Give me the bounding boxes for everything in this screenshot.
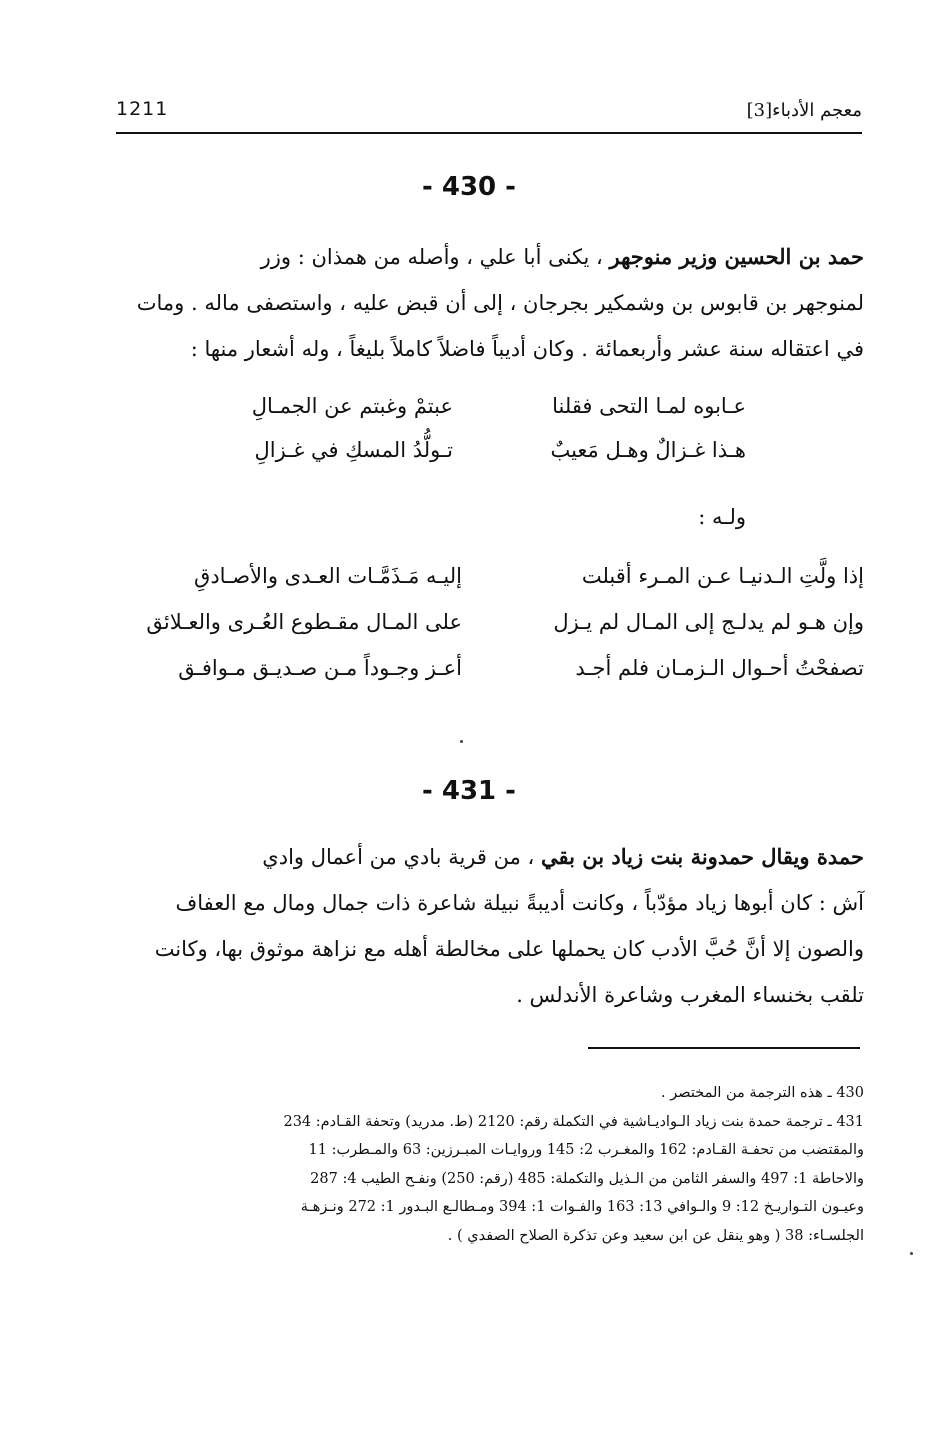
verse-4-second-hemistich: على المـال مقـطوع العُـرى والعـلائق [146,610,462,634]
footnote-431-line-5: الجلسـاء: 38 ( وهو ينقل عن ابن سعيد وعن تذكرة الصلاح الصفدي ) . [447,1227,864,1244]
scan-speck [910,1252,913,1255]
entry-431-text-1: ، من قرية بادي من أعمال وادي [262,845,535,869]
entry-430-line-3: في اعتقاله سنة عشر وأربعمائة . وكان أديباً فاضلاً كاملاً بليغاً ، وله أشعار منها : [190,337,864,361]
footnote-431-line-4: وعيـون التـواريـخ 12: 9 والـوافي 13: 163 والفـوات 1: 394 ومـطالـع البـدور 1: 272 ونـزهـة [300,1199,864,1215]
verse-1-first-hemistich: عـابوه لمـا التحى فقلنا [552,394,746,418]
verse-2-second-hemistich: تـولُّدُ المسكِ في غـزالِ [254,438,453,462]
verse-5-first-hemistich: تصفحْتُ أحـوال الـزمـان فلم أجـد [575,656,864,680]
scan-speck [460,740,463,743]
verse-5-second-hemistich: أعـز وجـوداً مـن صـديـق مـوافـق [178,656,462,680]
footnote-431-line-3: والاحاطة 1: 497 والسفر الثامن من الـذيل والتكملة: 485 (رقم: 250) ونفـح الطيب 4: 287 [310,1170,864,1187]
page-number: 1211 [116,98,169,120]
footnote-430: 430 ـ هذه الترجمة من المختصر . [661,1085,864,1101]
entry-431-body [112,834,864,1018]
footnote-rule [588,1047,860,1049]
verse-2-first-hemistich: هـذا غـزالٌ وهـل مَعيبٌ [550,438,746,462]
header-rule [116,132,862,134]
verse-3-second-hemistich: إليـه مَـذَمَّـات العـدى والأصـادقِ [194,564,462,588]
entry-number-430: - 430 - [422,172,516,202]
footnote-431-line-1: 431 ـ ترجمة حمدة بنت زياد الـواديـاشية في التكملة رقم: 2120 (ط. مدريد) وتحفة القـادم: 234 [283,1113,864,1130]
entry-431-line-3: والصون إلا أنَّ حُبَّ الأدب كان يحملها على مخالطة أهله مع نزاهة موثوق بها، وكانت [154,937,864,961]
verse-1-second-hemistich: عبتمْ وغبتم عن الجمـالِ [251,394,453,418]
entry-number-431: - 431 - [422,776,516,806]
running-title: معجم الأدباء[3] [746,100,862,121]
footnote-431-line-2: والمقتضب من تحفـة القـادم: 162 والمغـرب 2: 145 وروايـات المبـرزين: 63 والمـطرب: 11 [308,1142,864,1158]
entry-430-text-1: ، يكنى أبا علي ، وأصله من همذان : وزر [260,245,603,269]
entry-430-line-2: لمنوجهر بن قابوس بن وشمكير بجرجان ، إلى أن قبض عليه ، واستصفى ماله . ومات [136,291,864,315]
entry-430-line-1 [112,234,864,280]
footnotes [112,1079,864,1250]
entry-431-line-1 [112,834,864,880]
also-his-label: ولـه : [698,505,746,529]
verse-3-first-hemistich: إذا ولَّتِ الـدنيـا عـن المـرء أقبلت [581,564,864,588]
entry-431-name: حمدة ويقال حمدونة بنت زياد بن بقي [540,844,864,869]
entry-431-line-4: تلقب بخنساء المغرب وشاعرة الأندلس . [516,983,864,1007]
entry-430-name: حمد بن الحسين وزير منوجهر [609,244,864,269]
entry-431-line-2: آش : كان أبوها زياد مؤدّباً ، وكانت أديبةً نبيلة شاعرة ذات جمال ومال مع العفاف [175,891,864,915]
verse-4-first-hemistich: وإن هـو لم يدلـج إلى المـال لم يـزل [553,610,864,634]
entry-430-body [112,234,864,372]
